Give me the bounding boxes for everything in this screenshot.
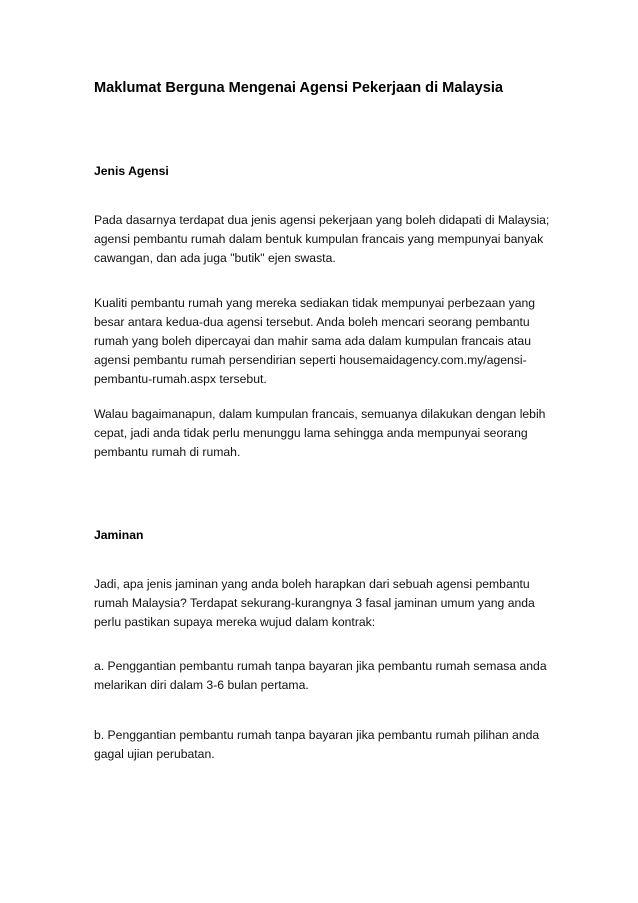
paragraph-jaminan-1: Jadi, apa jenis jaminan yang anda boleh harapkan dari sebuah agensi pembantu rumah Malaysia? Terdapat sekurang-kurangnya 3 fasal jaminan umum yang anda perlu pastikan supaya mereka wujud dalam kontrak: <box>94 577 535 629</box>
paragraph-jaminan-3: b. Penggantian pembantu rumah tanpa bayaran jika pembantu rumah pilihan anda gagal ujian perubatan. <box>94 728 540 761</box>
paragraph-jenis-agensi-2: Kualiti pembantu rumah yang mereka sediakan tidak mempunyai perbezaan yang besar antara kedua-dua agensi tersebut. Anda boleh mencari seorang pembantu rumah yang boleh dipercayai dan mahir sama ada dalam kumpulan francais atau agensi pembantu rumah persendirian seperti housemaidagency.com.my/agensi-pembantu-rumah.aspx tersebut. <box>94 296 536 386</box>
section-heading-jenis-agensi: Jenis Agensi <box>94 164 169 178</box>
document-title: Maklumat Berguna Mengenai Agensi Pekerjaan di Malaysia <box>94 80 504 96</box>
section-heading-jaminan: Jaminan <box>94 528 144 542</box>
paragraph-jenis-agensi-3: Walau bagaimanapun, dalam kumpulan francais, semuanya dilakukan dengan lebih cepat, jadi anda tidak perlu menunggu lama sehingga anda mempunyai seorang pembantu rumah di rumah. <box>94 407 546 459</box>
paragraph-jaminan-2: a. Penggantian pembantu rumah tanpa bayaran jika pembantu rumah semasa anda melarikan diri dalam 3-6 bulan pertama. <box>94 659 547 692</box>
paragraph-jenis-agensi-1: Pada dasarnya terdapat dua jenis agensi pekerjaan yang boleh didapati di Malaysia; agensi pembantu rumah dalam bentuk kumpulan francais yang mempunyai banyak cawangan, dan ada juga "butik" ejen swasta. <box>94 213 550 265</box>
